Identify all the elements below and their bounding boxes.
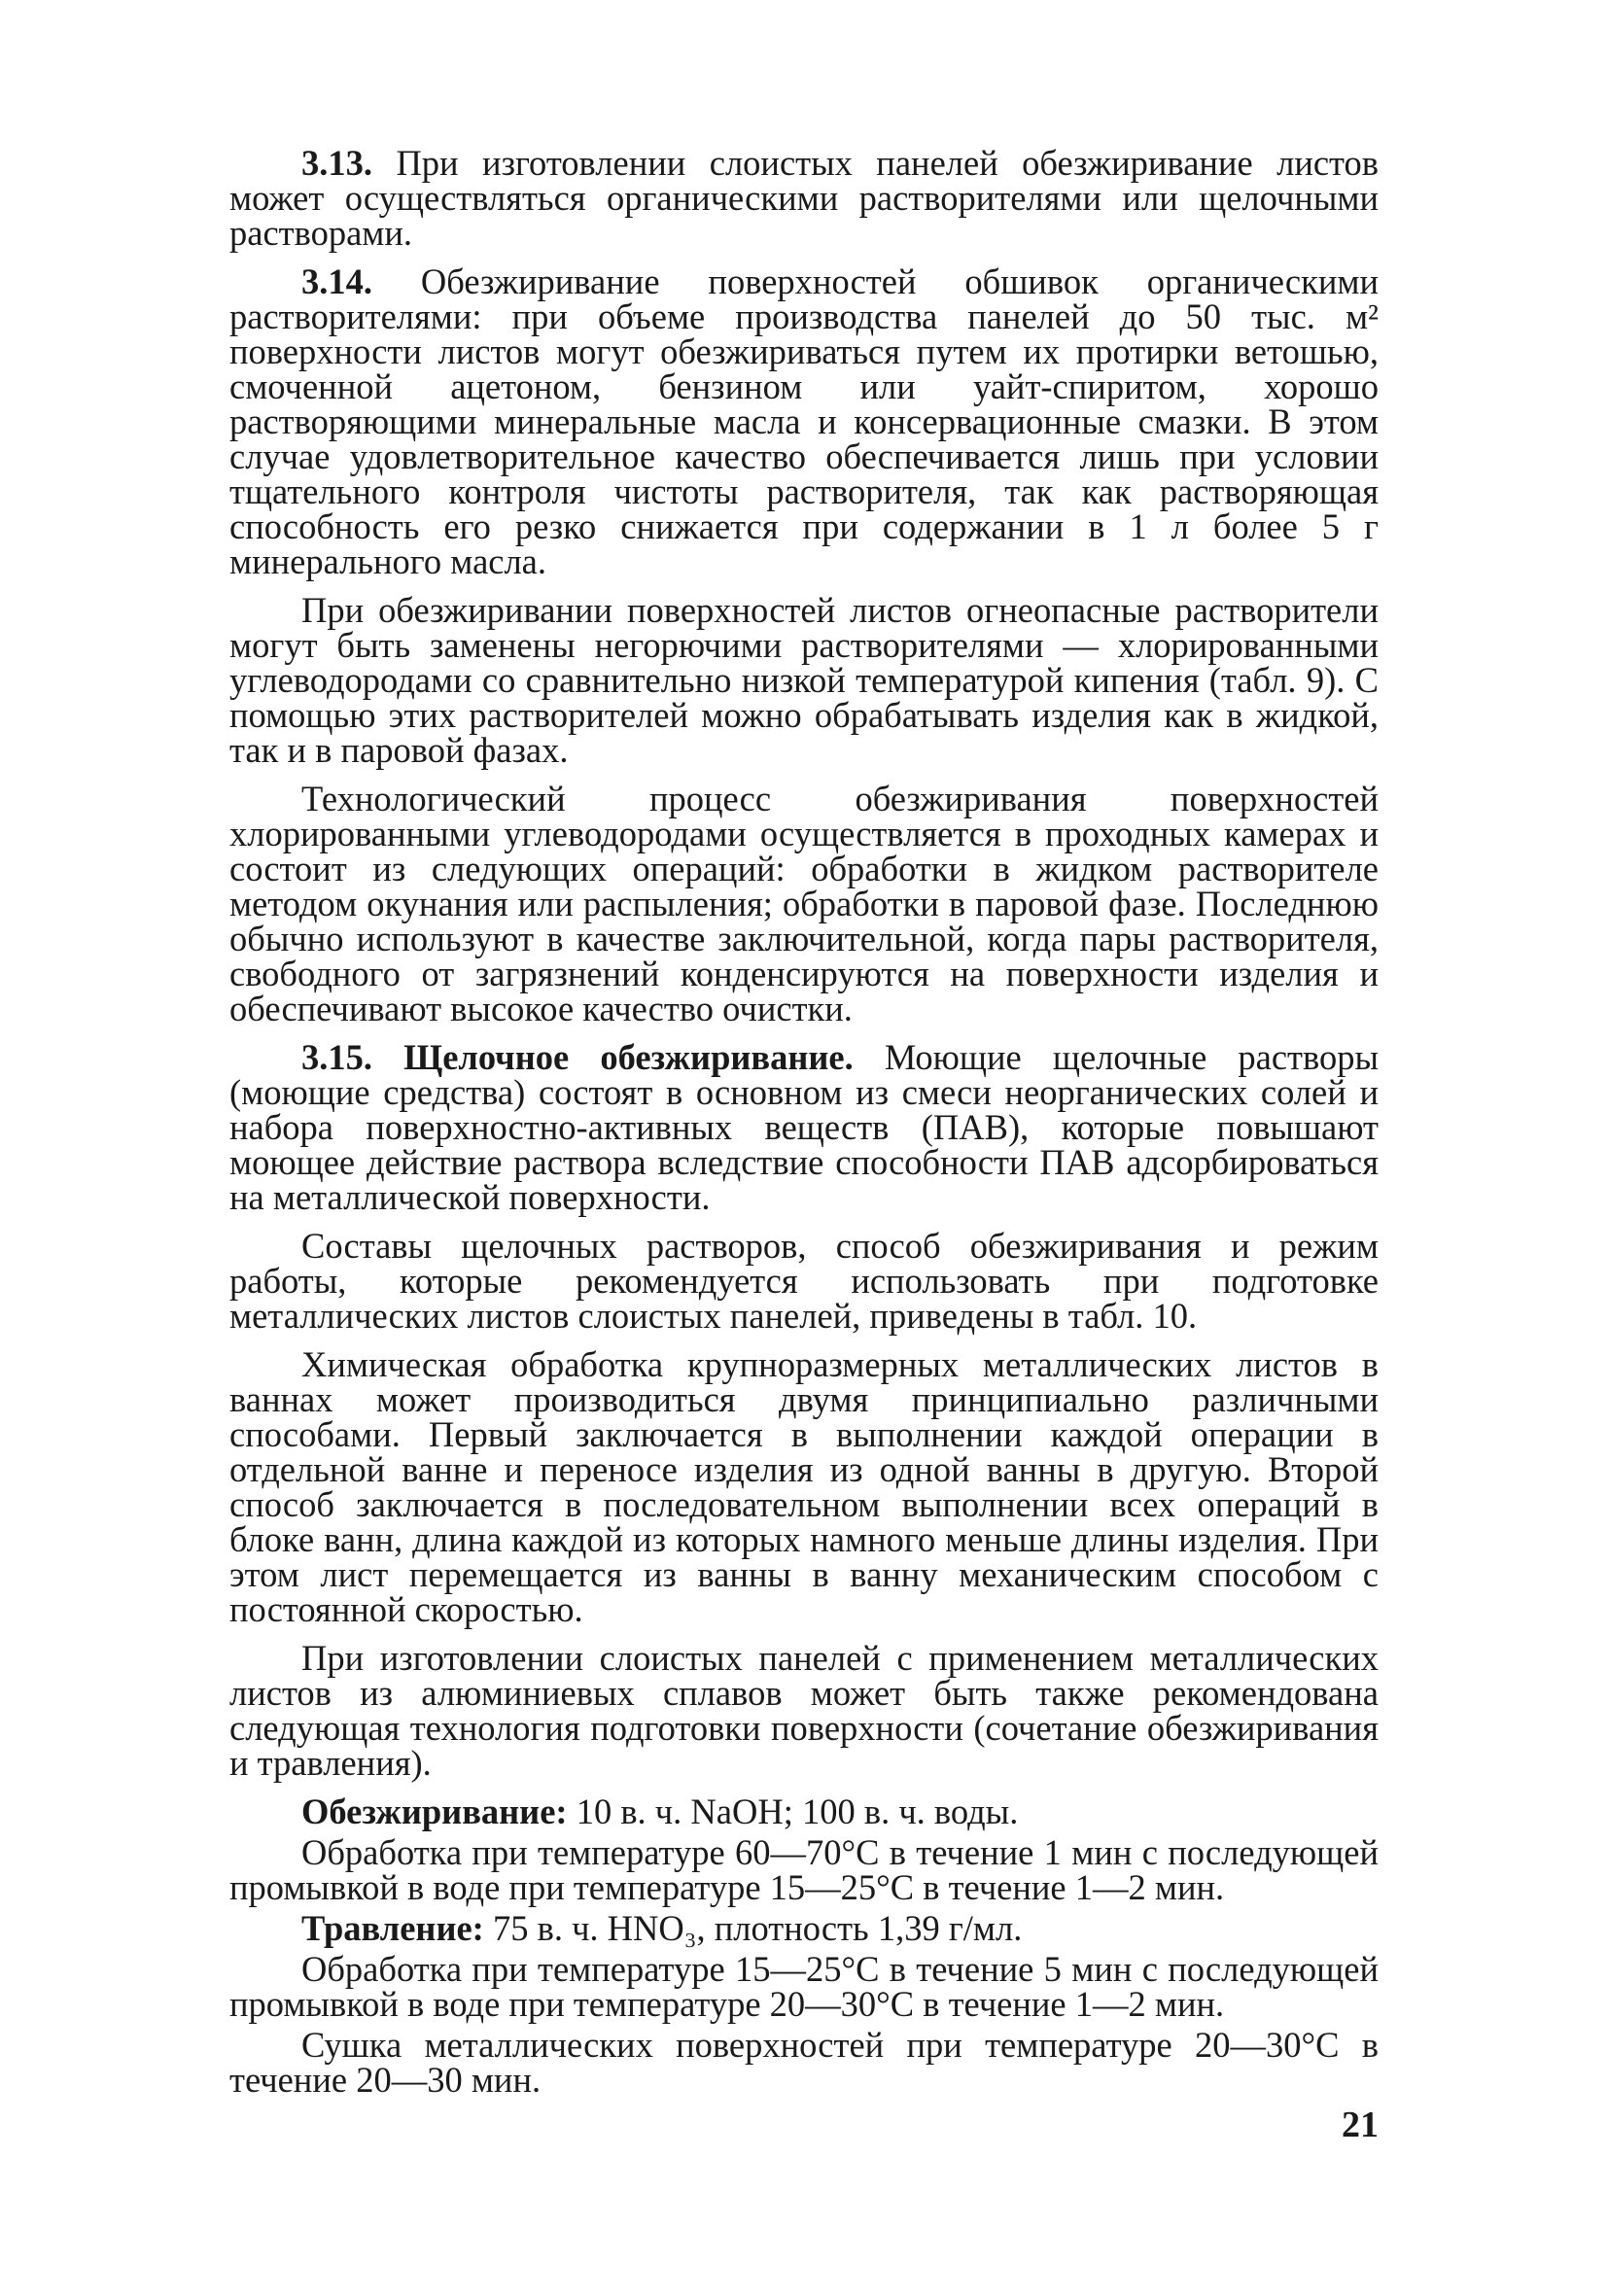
recipe-label: Травление: bbox=[301, 1908, 484, 1948]
section-number: 3.14. bbox=[301, 261, 372, 301]
paragraph-alkaline-compositions bbox=[229, 1226, 1379, 1336]
paragraph-text: Обработка при температуре 60—70°С в течение 1 мин с последующей промывкой в воде при температуре 15—25°С в течение 1—2 мин. bbox=[229, 1832, 1379, 1907]
paragraph-degreasing-recipe bbox=[229, 1794, 1379, 1829]
recipe-label: Обезжиривание: bbox=[301, 1792, 568, 1831]
paragraph-3-14 bbox=[229, 261, 1380, 581]
paragraph-3-15 bbox=[229, 1037, 1380, 1217]
section-heading: Щелочное обезжиривание. bbox=[403, 1037, 854, 1077]
paragraph-drying bbox=[229, 2025, 1379, 2100]
section-number: 3.13. bbox=[301, 143, 372, 183]
paragraph-text: Химическая обработка крупноразмерных металлических листов в ваннах может производиться двумя принципиально различными способами. Первый заключается в выполнении каждой операции в отдельной ванне и переносе изделия из одной ванны в другую. Второй способ заключается в последовательном выполнении всех операций в блоке ванн, длина каждой из которых намного меньше длины изделия. При этом лист перемещается из ванны в ванну механическим способом с постоянной скоростью. bbox=[229, 1344, 1379, 1629]
paragraph-aluminium-technology bbox=[229, 1638, 1379, 1783]
paragraph-degreasing-mode bbox=[229, 1832, 1379, 1907]
document-page bbox=[229, 143, 1380, 2148]
paragraph-text: При обезжиривании поверхностей листов огнеопасные растворители могут быть заменены негорючими растворителями — хлорированными углеводородами со сравнительно низкой температурой кипения (табл. 9). С помощью этих растворителей можно обрабатывать изделия как в жидкой, так и в паровой фазах. bbox=[229, 590, 1379, 770]
page-number: 21 bbox=[1342, 2105, 1379, 2145]
paragraph-3-13 bbox=[229, 143, 1380, 253]
paragraph-etching-recipe bbox=[229, 1908, 1379, 1948]
paragraph-flammable-solvents bbox=[229, 590, 1379, 770]
paragraph-text: Обезжиривание поверхностей обшивок органическими растворителями: при объеме производства панелей до 50 тыс. м² поверхности листов могут обезжириваться путем их протирки ветошью, смоченной ацетоном, бензином или уайт-спиритом, хорошо растворяющими минеральные масла и консервационные смазки. В этом случае удовлетворительное качество обеспечивается лишь при условии тщательного контроля чистоты растворителя, так как растворяющая способность его резко снижается при содержании в 1 л более 5 г минерального масла. bbox=[229, 261, 1380, 581]
paragraph-chlorinated-process bbox=[229, 779, 1379, 1028]
section-number: 3.15. bbox=[301, 1037, 372, 1077]
paragraph-text: Технологический процесс обезжиривания поверхностей хлорированными углеводородами осуществляется в проходных камерах и состоит из следующих операций: обработки в жидком растворителе методом окунания или распыления; обработки в паровой фазе. Последнюю обычно используют в качестве заключительной, когда пары растворителя, свободного от загрязнений конденсируются на поверхности изделия и обеспечивают высокое качество очистки. bbox=[229, 779, 1379, 1028]
paragraph-text: Составы щелочных растворов, способ обезжиривания и режим работы, которые рекомендуется использовать при подготовке металлических листов слоистых панелей, приведены в табл. 10. bbox=[229, 1226, 1379, 1336]
paragraph-text: Сушка металлических поверхностей при температуре 20—30°С в течение 20—30 мин. bbox=[229, 2025, 1379, 2100]
paragraph-text: Моющие щелочные растворы (моющие средства) состоят в основном из смеси неорганических солей и набора поверхностно-активных веществ (ПАВ), которые повышают моющее действие раствора вследствие способности ПАВ адсорбироваться на металлической поверхности. bbox=[229, 1037, 1380, 1217]
paragraph-text: При изготовлении слоистых панелей с применением металлических листов из алюминиевых сплавов может быть также рекомендована следующая технология подготовки поверхности (сочетание обезжиривания и травления). bbox=[229, 1638, 1379, 1783]
paragraph-chemical-treatment bbox=[229, 1344, 1379, 1629]
paragraph-text: 75 в. ч. HNO₃, плотность 1,39 г/мл. bbox=[492, 1908, 1023, 1948]
paragraph-text: При изготовлении слоистых панелей обезжиривание листов может осуществляться органическими растворителями или щелочными растворами. bbox=[229, 143, 1380, 253]
paragraph-text: 10 в. ч. NaOH; 100 в. ч. воды. bbox=[576, 1792, 1019, 1831]
paragraph-etching-mode bbox=[229, 1949, 1379, 2024]
paragraph-text: Обработка при температуре 15—25°С в течение 5 мин с последующей промывкой в воде при температуре 20—30°С в течение 1—2 мин. bbox=[229, 1949, 1379, 2024]
